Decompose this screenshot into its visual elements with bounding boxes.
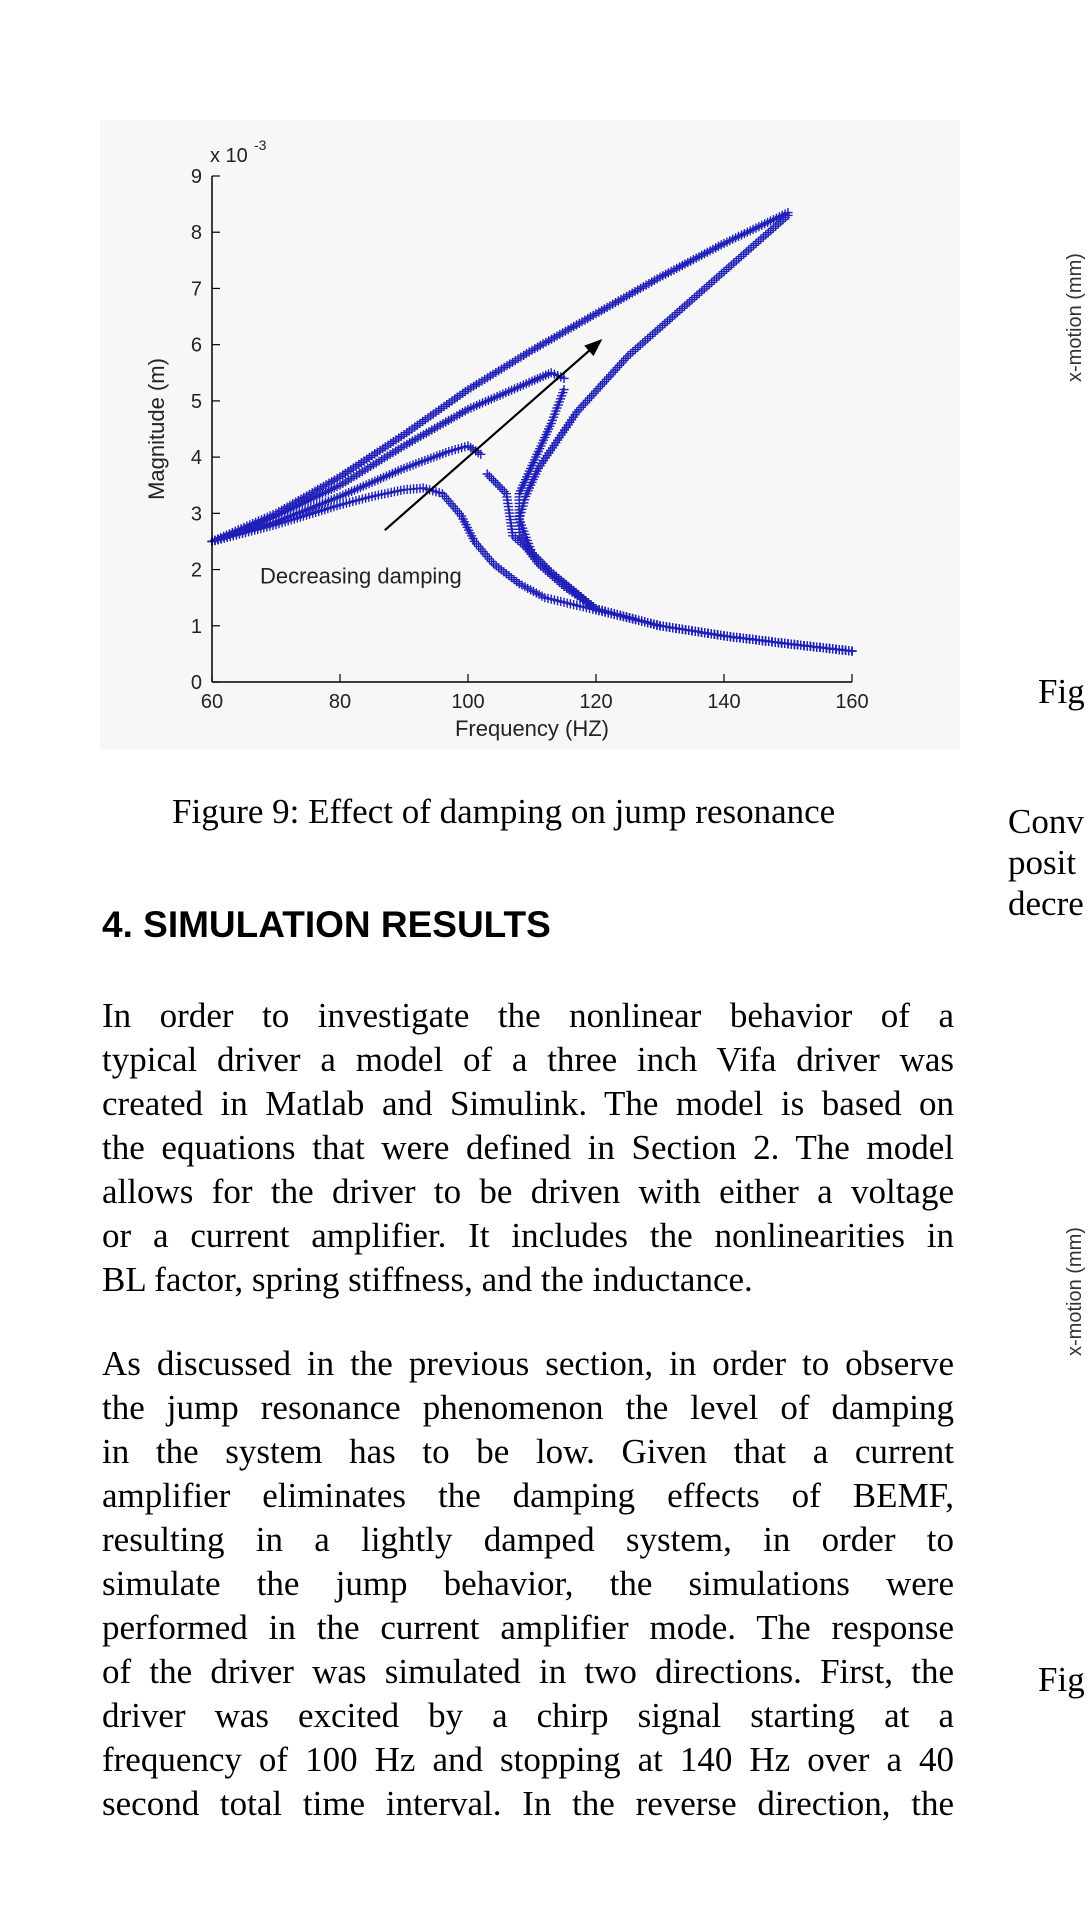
section-heading: 4. SIMULATION RESULTS xyxy=(102,904,551,945)
paragraph-line: the jump resonance phenomenon the level of damping xyxy=(102,1388,954,1427)
y-tick-label: 6 xyxy=(190,334,202,357)
paragraph-line: second total time interval. In the reverse direction, the xyxy=(102,1784,954,1823)
figure-9-caption: Figure 9: Effect of damping on jump resonance xyxy=(172,792,836,831)
x-tick-label: 60 xyxy=(200,691,224,713)
figure-9-chart xyxy=(100,120,960,750)
annotation-decreasing-damping: Decreasing damping xyxy=(260,563,462,589)
right-figure-axis-label-top: x-motion (mm) xyxy=(1064,253,1086,382)
y-tick-label: 7 xyxy=(190,278,202,301)
y-tick-label: 3 xyxy=(190,503,202,526)
paragraph-line: As discussed in the previous section, in order to observe xyxy=(102,1344,954,1383)
paragraph-line: of the driver was simulated in two directions. First, the xyxy=(102,1652,954,1691)
y-tick-label: 1 xyxy=(190,615,202,638)
paragraph-line: driver was excited by a chirp signal starting at a xyxy=(102,1696,954,1735)
paragraph-line: amplifier eliminates the damping effects of BEMF, xyxy=(102,1476,954,1515)
paragraph-line: simulate the jump behavior, the simulations were xyxy=(102,1564,954,1603)
paragraph-line: resulting in a lightly damped system, in order to xyxy=(102,1520,954,1559)
paragraph-1 xyxy=(102,994,954,1302)
paragraph-line: frequency of 100 Hz and stopping at 140 Hz over a 40 xyxy=(102,1740,954,1779)
paragraph-line: typical driver a model of a three inch Vifa driver was xyxy=(102,1040,954,1079)
y-tick-label: 9 xyxy=(190,166,202,188)
y-scale-label: x 10 xyxy=(210,145,248,167)
paragraph-line: BL factor, spring stiffness, and the inductance. xyxy=(102,1260,753,1299)
paragraph-line: or a current amplifier. It includes the nonlinearities in xyxy=(102,1216,954,1255)
right-figure-caption-bottom: Fig xyxy=(1038,1660,1085,1699)
x-axis-label: Frequency (HZ) xyxy=(454,716,610,741)
right-figure-caption-top: Fig xyxy=(1038,672,1085,711)
x-tick-label: 160 xyxy=(835,691,869,713)
right-text-line: decre xyxy=(1008,884,1084,923)
right-text-line: posit xyxy=(1008,843,1077,882)
y-scale-exponent: -3 xyxy=(254,137,267,153)
paragraph-line: allows for the driver to be driven with either a voltage xyxy=(102,1172,954,1211)
figure-9 xyxy=(100,120,960,750)
right-figure-axis-label-bottom: x-motion (mm) xyxy=(1064,1227,1086,1356)
x-tick-label: 80 xyxy=(328,691,352,713)
y-tick-label: 8 xyxy=(190,222,202,245)
chart-background xyxy=(100,120,960,750)
paragraph-line: performed in the current amplifier mode. The response xyxy=(102,1608,954,1647)
y-tick-label: 5 xyxy=(190,390,202,413)
x-tick-label: 120 xyxy=(579,691,613,713)
paragraph-line: created in Matlab and Simulink. The model is based on xyxy=(102,1084,954,1123)
right-text-line: Conv xyxy=(1008,802,1084,841)
x-tick-label: 140 xyxy=(707,691,741,713)
y-tick-label: 2 xyxy=(190,559,202,582)
paragraph-line: In order to investigate the nonlinear behavior of a xyxy=(102,996,954,1035)
x-tick-label: 100 xyxy=(451,691,485,713)
y-axis-label: Magnitude (m) xyxy=(144,358,169,500)
paragraph-line: in the system has to be low. Given that a current xyxy=(102,1432,954,1471)
paragraph-2 xyxy=(102,1342,954,1826)
y-tick-label: 0 xyxy=(190,672,202,694)
paragraph-line: the equations that were defined in Section 2. The model xyxy=(102,1128,954,1167)
y-tick-label: 4 xyxy=(190,447,202,470)
